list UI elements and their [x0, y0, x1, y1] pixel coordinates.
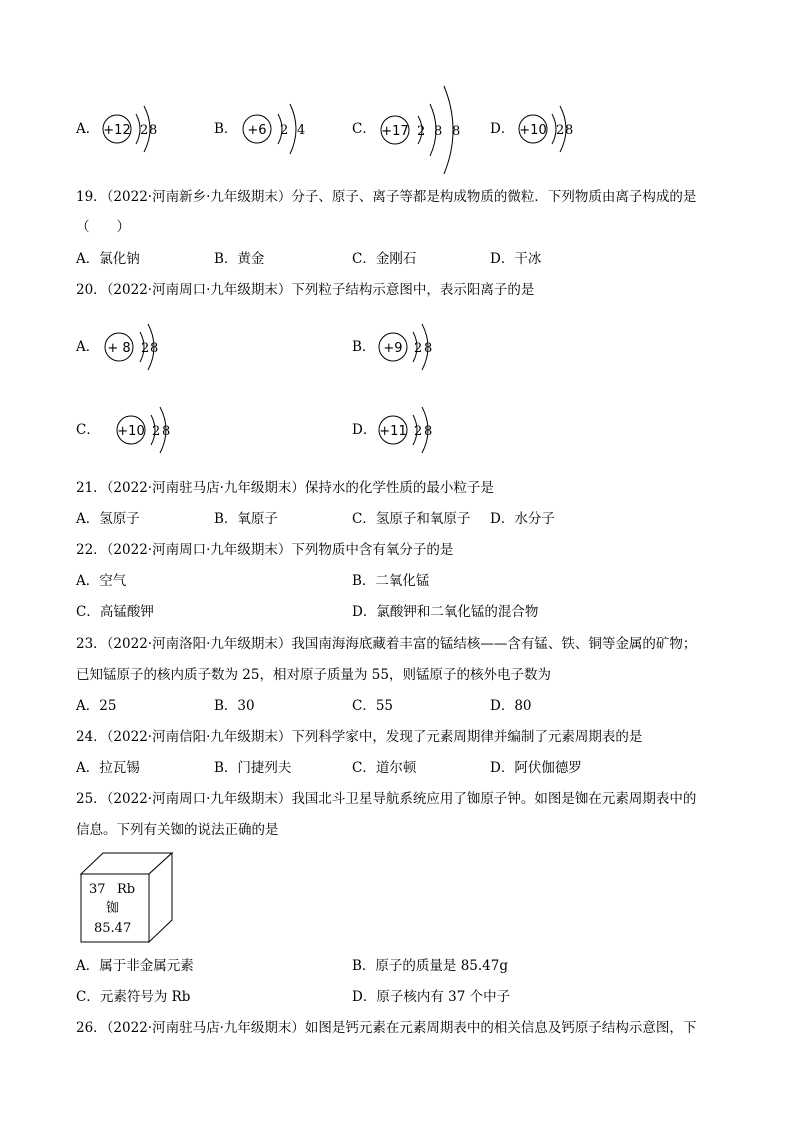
- nucleus-charge: +9: [383, 341, 403, 356]
- q25-stem-line-2: 信息。下列有关铷的说法正确的是: [76, 822, 279, 838]
- q18-option-b-diagram: [240, 92, 315, 171]
- q18-option-c-label: C．: [352, 121, 376, 137]
- q23-option-c: C．55: [352, 698, 394, 714]
- shell-1-count: 2: [414, 341, 423, 356]
- shell-2-count: 8: [424, 341, 433, 356]
- nucleus-charge: +17: [381, 124, 409, 139]
- q18-option-a-diagram: [100, 92, 170, 171]
- shell-1-count: 2: [152, 424, 161, 439]
- q21-option-c: C．氢原子和氧原子: [352, 511, 471, 527]
- shell-1-count: 2: [417, 124, 426, 139]
- q25-option-c: C．元素符号为 Rb: [76, 989, 191, 1005]
- q18-option-c-diagram: [378, 80, 473, 184]
- q20-option-a-diagram: [100, 310, 170, 389]
- q19-option-a: A．氯化钠: [76, 251, 140, 267]
- q19-option-c: C．金刚石: [352, 251, 417, 267]
- q26-stem-line-1: 26．（2022·河南驻马店·九年级期末）如图是钙元素在元素周期表中的相关信息及钙原子结构示意图，下: [76, 1020, 697, 1036]
- q21-option-a: A．氢原子: [76, 511, 140, 527]
- q20-option-b-diagram: [376, 310, 446, 389]
- q23-option-a: A．25: [76, 698, 117, 714]
- q25-stem-line-1: 25．（2022·河南周口·九年级期末）我国北斗卫星导航系统应用了铷原子钟。如图是铷在元素周期表中的: [76, 791, 697, 807]
- shell-1-count: 2: [280, 123, 289, 138]
- q19-option-b: B．黄金: [214, 251, 265, 267]
- q21-stem: 21．（2022·河南驻马店·九年级期末）保持水的化学性质的最小粒子是: [76, 480, 494, 496]
- shell-2-count: 8: [149, 123, 158, 138]
- nucleus-charge: +10: [519, 123, 547, 138]
- shell-2-count: 8: [162, 424, 171, 439]
- q19-stem-line-1: 19．（2022·河南新乡·九年级期末）分子、原子、离子等都是构成物质的微粒．下列物质由离子构成的是: [76, 189, 697, 205]
- nucleus-charge: +12: [103, 123, 131, 138]
- q25-option-d: D．原子核内有 37 个中子: [352, 989, 511, 1005]
- shell-2-count: 4: [297, 123, 306, 138]
- q20-option-b-label: B．: [352, 339, 376, 355]
- q20-option-d-diagram: [376, 393, 446, 472]
- q22-option-d: D．氯酸钾和二氧化锰的混合物: [352, 604, 539, 620]
- q25-option-a: A．属于非金属元素: [76, 958, 194, 974]
- q22-option-a: A．空气: [76, 573, 127, 589]
- q22-option-c: C．高锰酸钾: [76, 604, 154, 620]
- shell-1-count: 2: [556, 123, 565, 138]
- q23-option-b: B．30: [214, 698, 255, 714]
- shell-3-count: 8: [452, 124, 461, 139]
- q21-option-b: B．氧原子: [214, 511, 278, 527]
- shell-2-count: 8: [434, 124, 443, 139]
- shell-1-count: 2: [414, 424, 423, 439]
- q20-option-d-label: D．: [352, 422, 377, 438]
- q25-option-b: B．原子的质量是 85.47g: [352, 958, 509, 974]
- q24-option-d: D．阿伏伽德罗: [490, 760, 582, 776]
- q20-option-c-label: C．: [76, 422, 100, 438]
- q24-option-b: B．门捷列夫: [214, 760, 292, 776]
- shell-2-count: 8: [565, 123, 574, 138]
- q18-option-d-diagram: [516, 92, 586, 171]
- shell-1-count: 2: [141, 341, 150, 356]
- shell-2-count: 8: [150, 341, 159, 356]
- q20-stem: 20．（2022·河南周口·九年级期末）下列粒子结构示意图中，表示阳离子的是: [76, 282, 535, 298]
- nucleus-charge: +10: [117, 424, 145, 439]
- element-cube-rb: [80, 852, 176, 948]
- element-atomic-number: 37: [89, 882, 106, 897]
- q18-option-b-label: B．: [214, 121, 238, 137]
- q19-option-d: D．干冰: [490, 251, 542, 267]
- q18-option-d-label: D．: [490, 121, 515, 137]
- q22-option-b: B．二氧化锰: [352, 573, 430, 589]
- q21-option-d: D．水分子: [490, 511, 555, 527]
- nucleus-charge: + 8: [107, 341, 131, 356]
- nucleus-charge: +11: [379, 424, 407, 439]
- q23-stem-line-2: 已知锰原子的核内质子数为 25，相对原子质量为 55，则锰原子的核外电子数为: [76, 667, 551, 683]
- q23-stem-line-1: 23．（2022·河南洛阳·九年级期末）我国南海海底藏着丰富的锰结核——含有锰、铁、铜等金属的矿物；: [76, 636, 697, 652]
- shell-1-count: 2: [140, 123, 149, 138]
- q24-option-c: C．道尔顿: [352, 760, 417, 776]
- q20-option-a-label: A．: [76, 339, 100, 355]
- element-atomic-mass: 85.47: [94, 921, 132, 936]
- element-name: 铷: [106, 901, 120, 916]
- q19-stem-line-2: （ ）: [76, 219, 130, 235]
- electron-shell-2: [290, 104, 296, 154]
- shell-2-count: 8: [424, 424, 433, 439]
- q20-option-c-diagram: [114, 393, 184, 472]
- q24-option-a: A．拉瓦锡: [76, 760, 140, 776]
- q23-option-d: D．80: [490, 698, 532, 714]
- q24-stem: 24．（2022·河南信阳·九年级期末）下列科学家中，发现了元素周期律并编制了元素周期表的是: [76, 729, 643, 745]
- nucleus-charge: +6: [247, 123, 267, 138]
- element-symbol: Rb: [117, 882, 136, 897]
- q18-option-a-label: A．: [76, 121, 100, 137]
- q22-stem: 22．（2022·河南周口·九年级期末）下列物质中含有氧分子的是: [76, 542, 454, 558]
